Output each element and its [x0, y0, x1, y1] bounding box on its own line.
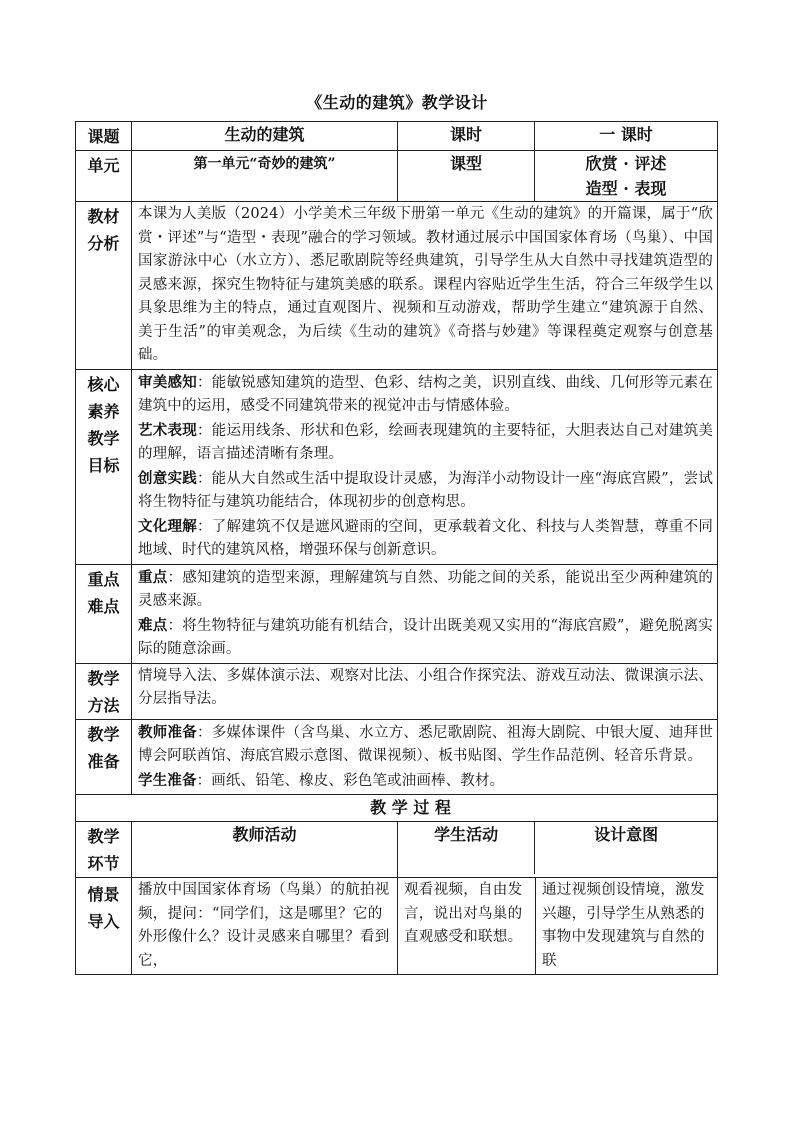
row-process-title	[76, 795, 718, 822]
goal-creative: 创意实践：能从大自然或生活中提取设计灵感，为海洋小动物设计一座“海底宫殿”，尝试将生物特征与建筑功能结合，体现初步的创意构思。	[138, 469, 713, 510]
goal-expression: 艺术表现：能运用线条、形状和色彩，绘画表现建筑的主要特征，大胆表达自己对建筑美的理解，语言描述清晰有条理。	[138, 421, 713, 462]
label-unit: 单元	[76, 151, 132, 202]
col-teacher-header	[132, 822, 398, 878]
topic-value: 生动的建筑	[132, 122, 398, 151]
col-stage-header: 教学 环节	[76, 822, 132, 878]
label-analysis: 教材 分析	[76, 202, 132, 370]
col-student-label: 学生活动	[434, 825, 499, 844]
label-prep: 教学 准备	[76, 719, 132, 795]
row-topic	[76, 122, 718, 151]
label-goals: 核心 素养 教学 目标	[76, 369, 132, 564]
row-process-intro	[76, 878, 718, 975]
hours-value: 一 课时	[535, 122, 718, 151]
prep-content	[132, 719, 718, 795]
keypoints-content	[132, 564, 718, 663]
student-intent-intro	[398, 878, 718, 975]
row-unit	[76, 151, 718, 202]
unit-value: 第一单元“奇妙的建筑”	[132, 151, 398, 202]
label-type: 课型	[398, 151, 535, 202]
prep-student: 学生准备：画纸、铅笔、橡皮、彩色笔或油画棒、教材。	[138, 771, 505, 789]
row-analysis	[76, 202, 718, 370]
label-keypoints: 重点 难点	[76, 564, 132, 663]
col-intent-label: 设计意图	[534, 822, 717, 874]
keypoint-difficulty: 难点：将生物特征与建筑功能有机结合，设计出既美观又实用的“海底宫殿”，避免脱离实际的随意涂画。	[138, 616, 713, 657]
teacher-activity-intro: 播放中国国家体育场（鸟巢）的航拍视频，提问：“同学们，这是哪里？它的外形像什么？设计灵感来自哪里？看到它，	[132, 878, 398, 975]
goal-culture: 文化理解：了解建筑不仅是遮风避雨的空间，更承载着文化、科技与人类智慧，尊重不同地域、时代的建筑风格，增强环保与创新意识。	[138, 517, 713, 558]
goals-content	[132, 369, 718, 564]
analysis-text: 本课为人美版（2024）小学美术三年级下册第一单元《生动的建筑》的开篇课，属于“欣赏・评述”与“造型・表现”融合的学习领域。教材通过展示中国国家体育场（鸟巢）、中国国家游泳中心（水立方）、悉尼歌剧院等经典建筑，引导学生从大自然中寻找建筑造型的灵感来源，探究生物特征与建筑美感的联系。课程内容贴近学生生活，符合三年级学生以具象思维为主的特点，通过直观图片、视频和互动游戏，帮助学生建立“建筑源于自然、美于生活”的审美观念，为后续《生动的建筑》《奇搭与妙建》等课程奠定观察与创意基础。	[132, 202, 718, 370]
label-methods: 教学 方法	[76, 663, 132, 719]
row-keypoints	[76, 564, 718, 663]
row-methods	[76, 663, 718, 719]
stage-intro: 情景 导入	[76, 878, 132, 975]
type-line-2: 造型 · 表现	[585, 179, 667, 198]
col-student-intent-header	[398, 822, 718, 878]
label-topic: 课题	[76, 122, 132, 151]
student-activity-intro: 观看视频，自由发言，说出对鸟巢的直观感受和联想。	[404, 882, 523, 945]
methods-text: 情境导入法、多媒体演示法、观察对比法、小组合作探究法、游戏互动法、微课演示法、分层指导法。	[132, 663, 718, 719]
row-process-header	[76, 822, 718, 878]
row-goals	[76, 369, 718, 564]
type-value	[535, 151, 718, 202]
intent-intro: 通过视频创设情境，激发兴趣，引导学生从熟悉的事物中发现建筑与自然的联	[535, 878, 717, 974]
goal-aesthetic: 审美感知：能敏锐感知建筑的造型、色彩、结构之美，识别直线、曲线、几何形等元素在建筑中的运用，感受不同建筑带来的视觉冲击与情感体验。	[138, 373, 713, 414]
type-line-1: 欣赏 · 评述	[585, 154, 667, 173]
label-hours: 课时	[398, 122, 535, 151]
prep-teacher: 教师准备：多媒体课件（含鸟巢、水立方、悉尼歌剧院、祖海大剧院、中银大厦、迪拜世博会阿联酋馆、海底宫殿示意图、微课视频）、板书贴图、学生作品范例、轻音乐背景。	[138, 723, 713, 764]
keypoint-focus: 重点：感知建筑的造型来源，理解建筑与自然、功能之间的关系，能说出至少两种建筑的灵感来源。	[138, 568, 713, 609]
document-title: 《生动的建筑》教学设计	[306, 93, 488, 112]
process-title: 教 学 过 程	[76, 795, 718, 822]
lesson-plan-table	[75, 121, 718, 975]
col-teacher-label: 教师活动	[232, 825, 297, 844]
row-prep	[76, 719, 718, 795]
